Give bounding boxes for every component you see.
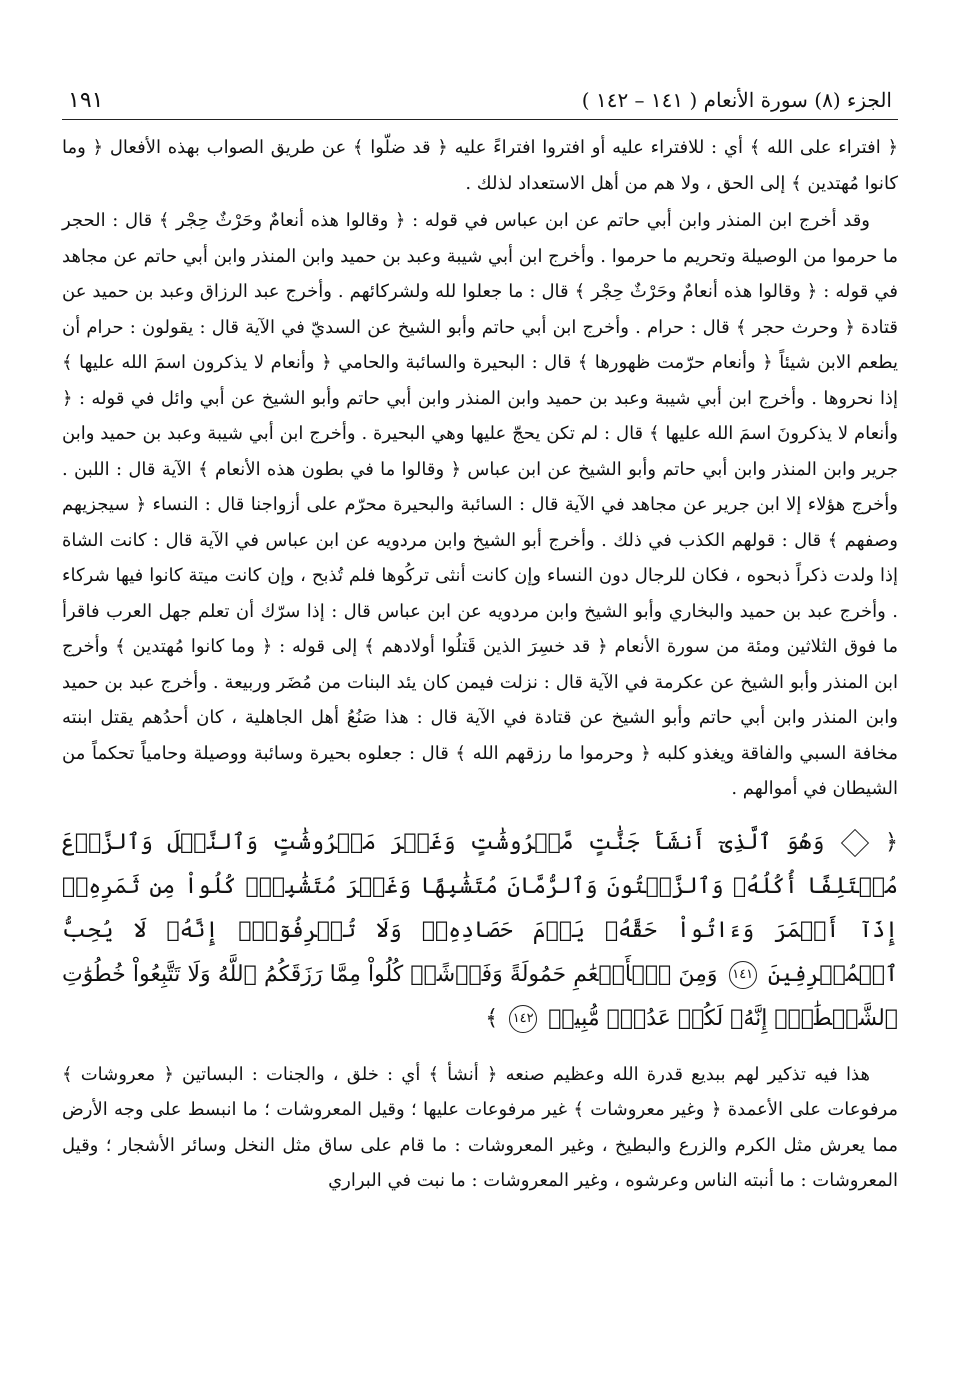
verse-number-141: ١٤١: [729, 961, 757, 989]
paragraph-tafsir: هذا فيه تذكير لهم ببديع قدرة الله وعظيم صنعه ﴿ أنشأ ﴾ أي : خلق ، والجنات : البساتين ﴿ معروشات ﴾ مرفوعات على الأعمدة ﴿ وغير معروشات ﴾ غير مرفوعات عليها ؛ وقيل المعروشات ؛ ما انبسط على وجه الأرض مما يعرش مثل الكرم والزرع والبطيخ ، وغير المعروشات : ما قام على ساق مثل النخل وسائر الأشجار ؛ وقيل المعروشات : ما أنبته الناس وعرشوه ، وغير المعروشات : ما نبت في البراري: [62, 1063, 898, 1191]
verse-open-bracket: ﴿: [885, 829, 899, 855]
page-number: ١٩١: [68, 88, 104, 113]
tafsir-block: [62, 1057, 898, 1199]
rub-el-hizb-icon: [841, 828, 869, 856]
paragraph-narrations: وقد أخرج ابن المنذر وابن أبي حاتم عن ابن عباس في قوله : ﴿ وقالوا هذه أنعامٌ وحَرْثٌ حِجْر ﴾ قال : الحجر ما حرموا من الوصيلة وتحريم ما حرموا . وأخرج ابن أبي شيبة وعبد بن حميد وابن المنذر وابن أبي حاتم عن مجاهد في قوله : ﴿ وقالوا هذه أنعامٌ وحَرْثٌ حِجْر ﴾ قال : ما جعلوا لله ولشركائهم . وأخرج عبد الرزاق وعبد بن حميد عن قتادة ﴿ وحرث حجر ﴾ قال : حرام . وأخرج ابن أبي حاتم وأبو الشيخ عن السديّ في الآية قال : يقولون : حرام أن يطعم الابن شيئاً ﴿ وأنعام حرّمت ظهورها ﴾ قال : البحيرة والسائبة والحامي ﴿ وأنعام لا يذكرون اسمَ الله عليها ﴾ إذا نحروها . وأخرج ابن أبي شيبة وعبد بن حميد وابن المنذر وابن أبي حاتم وأبو الشيخ عن أبي وائل في قوله : ﴿ وأنعام لا يذكرونَ اسمَ الله عليها ﴾ قال : لم تكن يحجّ عليها وهي البحيرة . وأخرج ابن أبي شيبة وعبد بن حميد وابن جرير وابن المنذر وابن أبي حاتم وأبو الشيخ عن ابن عباس ﴿ وقالوا ما في بطون هذه الأنعام ﴾ الآية قال : اللبن . وأخرج هؤلاء إلا ابن جرير عن مجاهد في الآية قال : السائبة والبحيرة محرّم على أزواجنا قال : النساء ﴿ سيجزيهم وصفهم ﴾ قال : قولهم الكذب في ذلك . وأخرج أبو الشيخ وابن مردويه عن ابن عباس في الآية قال : كانت الشاة إذا ولدت ذكراً ذبحوه ، فكان للرجال دون النساء وإن كانت أنثى تركُوها فلم تُذبح ، وإن كانت ميتة كانوا فيها شركاء . وأخرج عبد بن حميد والبخاري وأبو الشيخ وابن مردويه عن ابن عباس قال : إذا سرّك أن تعلم جهل العرب فاقرأ ما فوق الثلاثين ومئة من سورة الأنعام ﴿ قد خسِرَ الذين قَتلُوا أولادهم ﴾ إلى قوله : ﴿ وما كانوا مُهتدين ﴾ وأخرج ابن المنذر وأبو الشيخ عن عكرمة في الآية قال : نزلت فيمن كان يئد البنات من مُضَر وربيعة . وأخرج عبد بن حميد وابن المنذر وابن أبي حاتم وأبو الشيخ عن قتادة في الآية قال : هذا صَنُعُ أهل الجاهلية ، كان أحدُهم يقتل ابنته مخافة السبي والفاقة ويغذو كلبه ﴿ وحرموا ما رزقهم الله ﴾ قال : جعلوه بحيرة وسائبة ووصيلة وحامياً تحكماً من الشيطان في أموالهم .: [62, 210, 899, 799]
verse-number-142: ١٤٢: [509, 1005, 537, 1033]
verse-close-bracket: ﴾: [485, 1005, 499, 1031]
verse-text-142: وَمِنَ ٱلۡأَنۡعَٰمِ حَمُولَةً وَفَرۡشًاۚ كُلُواْ مِمَّا رَزَقَكُمُ ٱللَّهُ وَلَا تَتَّبِعُواْ خُطُوَٰتِ ٱلشَّيۡطَٰنِۚ إِنَّهُۥ لَكُمۡ عَدُوّٞ مُّبِينٞ: [62, 961, 898, 1031]
commentary-block: [62, 130, 898, 807]
verse-text-141: وَهُوَ ٱلَّذِىٓ أَنشَأَ جَنَّٰتٍ مَّعۡرُوشَٰتٍ وَغَيۡرَ مَعۡرُوشَٰتٍ وَٱلنَّخۡلَ وَٱلزَّرۡعَ مُخۡتَلِفًا أُكُلُهُۥ وَٱلزَّيۡتُونَ وَٱلرُّمَّانَ مُتَشَٰبِهًا وَغَيۡرَ مُتَشَٰبِهٍۚ كُلُواْ مِن ثَمَرِهِۦٓ إِذَآ أَثۡمَرَ وَءَاتُواْ حَقَّهُۥ يَوۡمَ حَصَادِهِۦۖ وَلَا تُسۡرِفُوٓاْۚ إِنَّهُۥ لَا يُحِبُّ ٱلۡمُسۡرِفِينَ: [62, 829, 899, 987]
running-head: [62, 88, 898, 120]
paragraph-intro: ﴿ افتراء على الله ﴾ أي : للافتراء عليه أو افتروا افتراءً عليه ﴿ قد ضلّوا ﴾ عن طريق الصواب بهذه الأفعال ﴿ وما كانوا مُهتدين ﴾ إلى الحق ، ولا هم من أهل الاستعداد لذلك .: [62, 137, 898, 194]
running-title: الجزء (٨) سورة الأنعام ( ١٤١ – ١٤٢ ): [581, 88, 892, 112]
quran-verse: [62, 821, 898, 1041]
